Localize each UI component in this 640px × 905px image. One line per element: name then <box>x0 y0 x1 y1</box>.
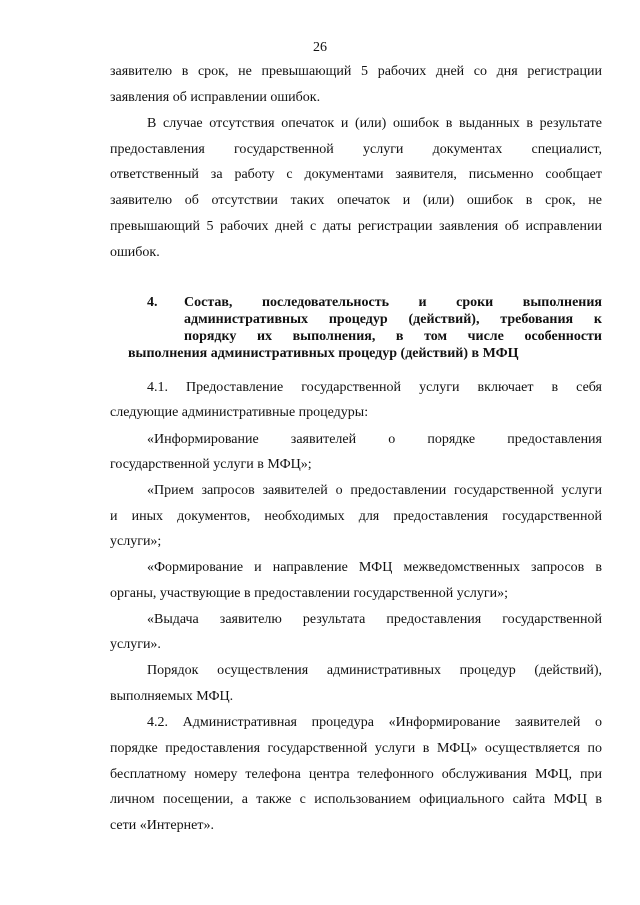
paragraph-line: «Информирование заявителей о порядке предоставления <box>147 432 602 447</box>
paragraph-line: выполняемых МФЦ. <box>110 689 234 704</box>
paragraph-line: «Формирование и направление МФЦ межведомственных запросов в <box>147 560 602 575</box>
paragraph-line: государственной услуги в МФЦ»; <box>110 457 312 472</box>
paragraph-line: В случае отсутствия опечаток и (или) ошибок в выданных в результате <box>147 116 602 131</box>
paragraph-line: «Прием запросов заявителей о предоставлении государственной услуги <box>147 483 602 498</box>
paragraph-line: и иных документов, необходимых для предоставления государственной <box>110 509 602 524</box>
paragraph-line: порядке предоставления государственной услуги в МФЦ» осуществляется по <box>110 741 602 756</box>
paragraph-line: ответственный за работу с документами заявителя, письменно сообщает <box>110 167 602 182</box>
paragraph-line: личном посещении, а также с использованием официального сайта МФЦ в <box>110 792 602 807</box>
paragraph-line: услуги». <box>110 637 161 652</box>
section-heading-line: Состав, последовательность и сроки выполнения <box>184 295 602 310</box>
paragraph-line: 4.1. Предоставление государственной услуги включает в себя <box>147 380 602 395</box>
paragraph-line: заявителю об отсутствии таких опечаток и (или) ошибок в срок, не <box>110 193 602 208</box>
paragraph-line: органы, участвующие в предоставлении государственной услуги»; <box>110 586 509 601</box>
paragraph-line: Порядок осуществления административных процедур (действий), <box>147 663 602 678</box>
paragraph-line: бесплатному номеру телефона центра телефонного обслуживания МФЦ, при <box>110 767 602 782</box>
section-number: 4. <box>147 295 158 310</box>
paragraph-line: 4.2. Административная процедура «Информирование заявителей о <box>147 715 602 730</box>
paragraph-line: следующие административные процедуры: <box>110 405 369 420</box>
section-heading-line: административных процедур (действий), требования к <box>184 312 602 327</box>
section-heading-line: выполнения административных процедур (действий) в МФЦ <box>128 346 519 361</box>
paragraph-line: превышающий 5 рабочих дней с даты регистрации заявления об исправлении <box>110 219 602 234</box>
paragraph-line: заявления об исправлении ошибок. <box>110 90 321 105</box>
section-heading-line: порядку их выполнения, в том числе особенности <box>184 329 602 344</box>
paragraph-line: предоставления государственной услуги документах специалист, <box>110 142 602 157</box>
paragraph-line: заявителю в срок, не превышающий 5 рабочих дней со дня регистрации <box>110 64 602 79</box>
paragraph-line: услуги»; <box>110 534 162 549</box>
paragraph-line: сети «Интернет». <box>110 818 214 833</box>
page-number: 26 <box>313 40 327 55</box>
paragraph-line: «Выдача заявителю результата предоставления государственной <box>147 612 602 627</box>
paragraph-line: ошибок. <box>110 245 160 260</box>
